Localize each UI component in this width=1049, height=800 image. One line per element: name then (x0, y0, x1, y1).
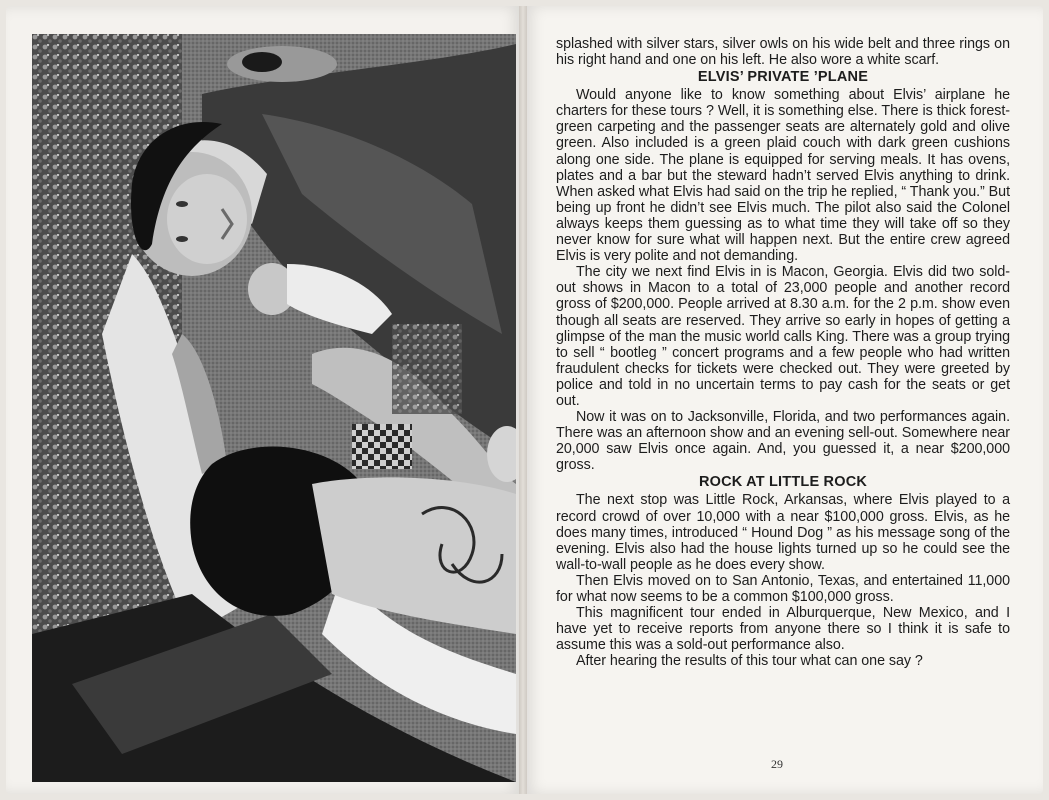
article-paragraph: The city we next find Elvis in is Macon, Georgia. Elvis did two sold-out shows in Macon to a total of 23,000 people and another record gross of $200,000. People arrived at 8.30 a.m. for the 2 p.m. show even though all seats are reserved. They arrive so early in hopes of getting a glimpse of the man the music world calls King. There was a group trying to sell “ bootleg ” concert programs and a few people who had written fraudulent checks for tickets were checked out. They were greeted by police and told in no uncertain terms to pay cash for the seats or get out. (556, 264, 1010, 409)
page-gutter (519, 6, 527, 794)
article-column (556, 36, 1010, 669)
rotated-concert-photo (32, 34, 516, 782)
article-paragraph: After hearing the results of this tour what can one say ? (576, 653, 923, 670)
article-paragraph: Now it was on to Jacksonville, Florida, and two performances again. There was an afternoon show and an evening sell-out. Somewhere near 20,000 saw Elvis once again. And, you guessed it, a near $200,000 gross. (556, 409, 1010, 474)
article-paragraph: Then Elvis moved on to San Antonio, Texas, and entertained 11,000 for what now seems to be a common $100,000 gross. (556, 572, 1010, 605)
article-paragraph: The next stop was Little Rock, Arkansas, where Elvis played to a record crowd of over 10,000 with a near $100,000 gross. Elvis, as he does many times, introduced “ Hound Dog ” as his message song of the evening. Elvis also had the house lights turned up so he could see the wall-to-wall people as he does every show. (556, 492, 1010, 573)
page-number: 29 (771, 757, 783, 771)
section-heading-private-plane: ELVIS’ PRIVATE ’PLANE (697, 69, 869, 86)
section-heading-little-rock: ROCK AT LITTLE ROCK (698, 474, 868, 491)
article-paragraph: splashed with silver stars, silver owls on his wide belt and three rings on his right hand and one on his left. He also wore a white scarf. (556, 36, 1010, 69)
article-paragraph: Would anyone like to know something about Elvis’ airplane he charters for these tours ? Well, it is something else. There is thick forest-green carpeting and the passenger seats are alternately gold and olive green. Also included is a green plaid couch with dark green cushions along one side. The plane is equipped for serving meals. It has ovens, plates and a bar but the steward hadn’t served Elvis anything to drink. When asked what Elvis had said on the trip he replied, “ Thank you.” But being up front he didn’t see Elvis much. The pilot also said the Colonel always keeps them guessing as to what time they will take off so they never know for sure what will happen next. But the entire crew agreed Elvis is very polite and not demanding. (556, 87, 1010, 265)
photo-illustration (32, 34, 516, 782)
article-paragraph: This magnificent tour ended in Alburquerque, New Mexico, and I have yet to receive reports from anyone there so I think it is safe to assume this was a sold-out performance also. (556, 605, 1010, 654)
